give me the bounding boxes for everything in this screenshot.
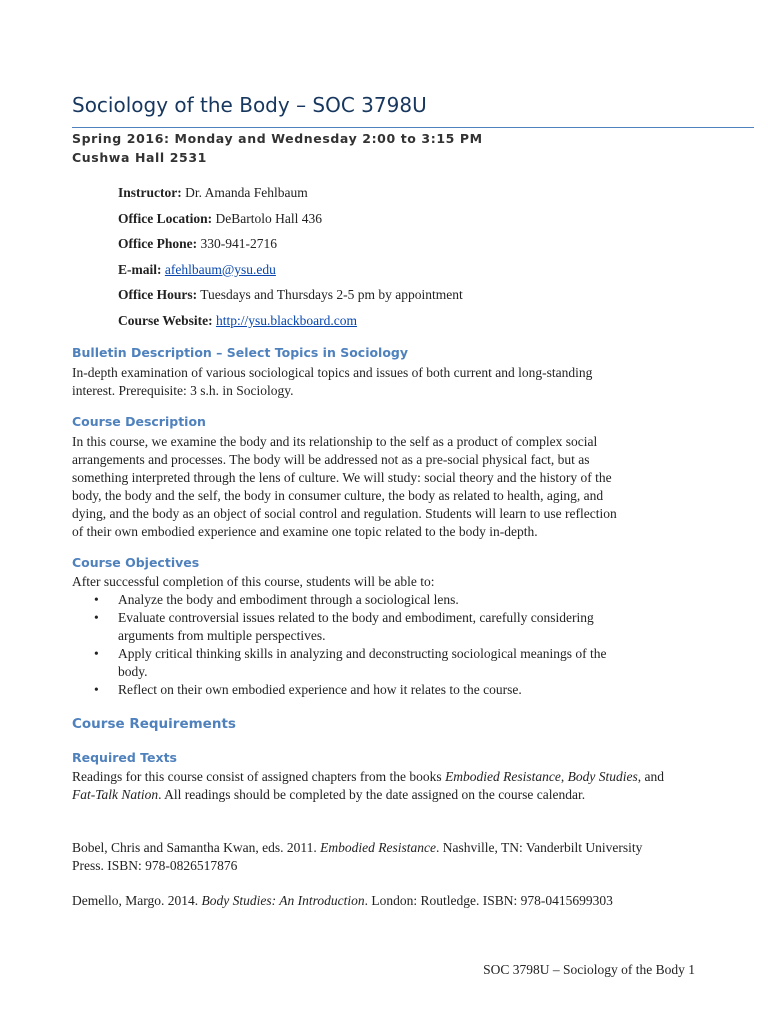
list-item (72, 609, 712, 645)
citation-title: Body Studies: An Introduction (201, 893, 365, 908)
readings-outro: . All readings should be completed by the date assigned on the course calendar. (158, 786, 586, 802)
page-footer: SOC 3798U – Sociology of the Body 1 (483, 962, 695, 977)
description-line: dying, and the body as an object of social control and regulation. Students will learn to use reflection (72, 505, 617, 521)
readings-intro: Readings for this course consist of assigned chapters from the books (72, 769, 446, 784)
bulletin-line: interest. Prerequisite: 3 s.h. in Sociology. (72, 382, 294, 398)
citation-authors: Demello, Margo. 2014. (72, 893, 202, 908)
description-line: of their own embodied experience and examine one topic related to the body in-depth. (72, 523, 538, 539)
objective-text: arguments from multiple perspectives. (118, 627, 326, 643)
office-phone-value: 330-941-2716 (200, 236, 277, 252)
course-description-heading: Course Description (72, 414, 206, 429)
bulletin-heading: Bulletin Description – Select Topics in Sociology (72, 345, 409, 360)
office-location-label: Office Location: (118, 210, 213, 226)
citation-publisher: . London: Routledge. ISBN: 978-0415699303 (364, 893, 613, 908)
website-row (118, 312, 463, 338)
email-label: E-mail: (118, 261, 162, 277)
office-hours-value: Tuesdays and Thursdays 2-5 pm by appointment (200, 287, 463, 303)
schedule-line: Spring 2016: Monday and Wednesday 2:00 to 3:15 PM (72, 131, 483, 146)
page-title: Sociology of the Body – SOC 3798U (72, 93, 427, 117)
website-label: Course Website: (118, 312, 213, 328)
office-phone-label: Office Phone: (118, 236, 198, 252)
bullet-glyph: • (94, 645, 99, 661)
citation-authors: Bobel, Chris and Samantha Kwan, eds. 2011. (72, 840, 321, 855)
list-item (72, 681, 712, 699)
description-line: arrangements and processes. The body will be addressed not as a pre-social physical fact, but as (72, 451, 590, 467)
location-line: Cushwa Hall 2531 (72, 150, 207, 165)
instructor-row (118, 184, 463, 210)
book-title: Fat-Talk Nation (72, 786, 159, 802)
objective-text: body. (118, 663, 148, 679)
citation-title: Embodied Resistance (320, 840, 436, 855)
readings-sep: , (560, 769, 568, 784)
objectives-list (72, 591, 712, 698)
citation-bobel (72, 839, 662, 875)
requirements-heading: Course Requirements (72, 716, 236, 732)
instructor-value: Dr. Amanda Fehlbaum (185, 185, 308, 200)
bullet-glyph: • (94, 681, 99, 697)
description-line: body, the body and the self, the body in consumer culture, the body as related to health, aging, and (72, 487, 604, 503)
email-link[interactable]: afehlbaum@ysu.edu (164, 261, 276, 277)
objective-text: Reflect on their own embodied experience and how it relates to the course. (118, 681, 522, 697)
book-title: Body Studies (567, 769, 638, 784)
objectives-intro: After successful completion of this course, students will be able to: (72, 574, 435, 589)
instructor-label: Instructor: (118, 185, 182, 200)
office-hours-row (118, 286, 463, 312)
objective-text: Evaluate controversial issues related to the body and embodiment, carefully considering (118, 609, 594, 625)
readings-sep: , and (637, 769, 665, 784)
title-divider (72, 127, 754, 128)
required-texts-heading: Required Texts (72, 750, 177, 765)
website-link[interactable]: http://ysu.blackboard.com (216, 312, 357, 328)
instructor-info (118, 184, 463, 338)
description-line: something interpreted through the lens of culture. We will study: social theory and the history of the (72, 469, 612, 485)
bulletin-line: In-depth examination of various sociological topics and issues of both current and long-standing (72, 365, 593, 380)
citation-publisher: . Nashville, TN: Vanderbilt University Press. ISBN: 978-0826517876 (72, 840, 643, 873)
office-location-row (118, 210, 463, 236)
bulletin-text (72, 364, 712, 400)
email-row (118, 261, 463, 287)
list-item (72, 591, 712, 609)
book-title: Embodied Resistance (445, 769, 561, 784)
description-line: In this course, we examine the body and its relationship to the self as a product of complex social (72, 434, 598, 449)
office-phone-row (118, 235, 463, 261)
objectives-heading: Course Objectives (72, 555, 200, 570)
objective-text: Apply critical thinking skills in analyzing and deconstructing sociological meanings of the (118, 645, 607, 661)
office-hours-label: Office Hours: (118, 287, 198, 303)
bullet-glyph: • (94, 609, 99, 625)
bullet-glyph: • (94, 592, 99, 607)
readings-text (72, 768, 672, 804)
course-description-text (72, 433, 712, 540)
office-location-value: DeBartolo Hall 436 (215, 210, 322, 226)
objective-text: Analyze the body and embodiment through a sociological lens. (118, 592, 459, 607)
citation-demello (72, 892, 712, 910)
list-item (72, 645, 712, 681)
